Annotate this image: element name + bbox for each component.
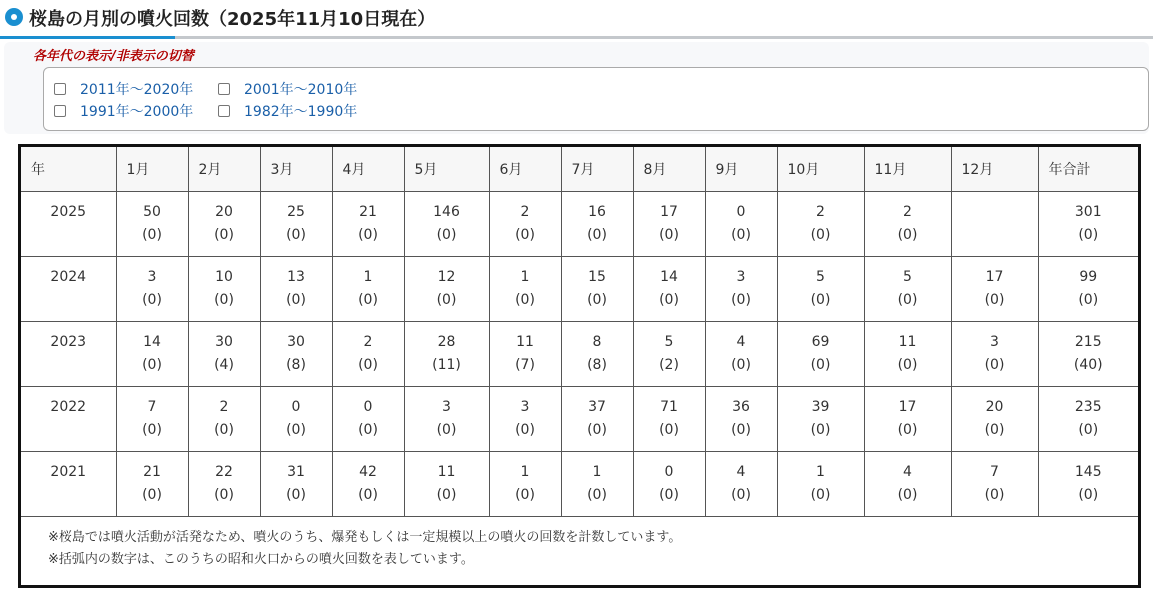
showa-crater-count: (0) — [897, 422, 918, 438]
eruption-count: 0 — [363, 399, 373, 415]
title-bar — [0, 0, 1153, 39]
column-header: 5月 — [404, 147, 489, 192]
eruption-count: 0 — [736, 204, 746, 220]
table-body — [21, 192, 1138, 517]
column-header: 3月 — [260, 147, 332, 192]
month-cell — [1038, 452, 1138, 517]
showa-crater-count: (0) — [810, 422, 831, 438]
showa-crater-count: (0) — [214, 422, 234, 438]
showa-crater-count: (0) — [731, 292, 751, 308]
showa-crater-count: (0) — [810, 357, 831, 373]
showa-crater-count: (0) — [659, 292, 679, 308]
eruption-count: 12 — [437, 269, 456, 285]
showa-crater-count: (0) — [358, 487, 378, 503]
month-cell — [332, 387, 404, 452]
month-cell — [561, 322, 633, 387]
year-cell: 2022 — [21, 387, 116, 452]
month-cell — [404, 192, 489, 257]
month-cell — [404, 452, 489, 517]
table-header-row — [21, 147, 1138, 192]
showa-crater-count: (0) — [1078, 487, 1099, 503]
column-header: 2月 — [188, 147, 260, 192]
toggle-option-2001-2010[interactable] — [218, 79, 357, 99]
showa-crater-count: (0) — [810, 227, 831, 243]
eruption-count: 17 — [985, 269, 1004, 285]
eruption-count: 8 — [592, 334, 602, 350]
showa-crater-count: (0) — [286, 422, 306, 438]
eruption-count: 3 — [147, 269, 157, 285]
month-cell — [864, 192, 951, 257]
month-cell — [777, 257, 864, 322]
showa-crater-count: (0) — [214, 227, 234, 243]
table-row — [21, 257, 1138, 322]
month-cell — [116, 452, 188, 517]
showa-crater-count: (0) — [897, 227, 918, 243]
column-header: 1月 — [116, 147, 188, 192]
eruption-count: 15 — [588, 269, 606, 285]
checkbox-2001-2010[interactable] — [218, 83, 230, 95]
month-cell — [705, 322, 777, 387]
showa-crater-count: (0) — [436, 487, 457, 503]
column-header: 10月 — [777, 147, 864, 192]
column-header: 12月 — [951, 147, 1038, 192]
eruption-count: 215 — [1074, 334, 1102, 350]
eruption-count: 2 — [903, 204, 912, 220]
month-cell — [561, 192, 633, 257]
eruption-count: 5 — [903, 269, 912, 285]
eruption-count: 3 — [736, 269, 746, 285]
month-cell — [1038, 192, 1138, 257]
month-cell — [489, 192, 561, 257]
showa-crater-count: (0) — [659, 227, 679, 243]
month-cell — [116, 192, 188, 257]
eruption-count: 4 — [736, 464, 746, 480]
page-title: 桜島の月別の噴火回数（2025年11月10日現在） — [29, 9, 436, 30]
showa-crater-count: (0) — [587, 227, 607, 243]
year-cell: 2023 — [21, 322, 116, 387]
showa-crater-count: (0) — [731, 357, 751, 373]
month-cell — [489, 322, 561, 387]
eruption-count: 1 — [816, 464, 825, 480]
showa-crater-count: (0) — [358, 292, 378, 308]
showa-crater-count: (0) — [358, 357, 378, 373]
month-cell — [561, 452, 633, 517]
eruption-count: 21 — [143, 464, 161, 480]
showa-crater-count: (0) — [810, 487, 831, 503]
eruption-count: 7 — [147, 399, 157, 415]
showa-crater-count: (0) — [436, 292, 457, 308]
month-cell — [951, 322, 1038, 387]
month-cell — [705, 257, 777, 322]
eruption-count: 11 — [516, 334, 534, 350]
showa-crater-count: (0) — [731, 227, 751, 243]
eruption-count: 30 — [215, 334, 233, 350]
month-cell — [705, 452, 777, 517]
column-header: 6月 — [489, 147, 561, 192]
showa-crater-count: (0) — [984, 422, 1005, 438]
eruption-count: 146 — [433, 204, 460, 220]
eruption-count: 20 — [985, 399, 1004, 415]
month-cell — [116, 387, 188, 452]
month-cell — [260, 322, 332, 387]
title-accent-line — [0, 36, 175, 39]
eruption-count: 30 — [287, 334, 305, 350]
checkbox-1982-1990[interactable] — [218, 105, 230, 117]
showa-crater-count: (7) — [515, 357, 535, 373]
eruption-count: 21 — [359, 204, 377, 220]
eruption-count: 16 — [588, 204, 606, 220]
month-cell — [951, 257, 1038, 322]
showa-crater-count: (0) — [142, 292, 162, 308]
eruption-count: 20 — [215, 204, 233, 220]
month-cell — [116, 322, 188, 387]
toggle-option-2011-2020[interactable] — [54, 79, 193, 99]
eruption-count: 14 — [660, 269, 678, 285]
year-cell: 2024 — [21, 257, 116, 322]
eruption-count: 11 — [898, 334, 917, 350]
showa-crater-count: (0) — [897, 357, 918, 373]
toggle-option-label[interactable]: 1982年～1990年 — [244, 104, 358, 120]
eruption-count: 17 — [660, 204, 678, 220]
eruption-count: 2 — [363, 334, 373, 350]
showa-crater-count: (0) — [358, 422, 378, 438]
month-cell — [561, 387, 633, 452]
month-cell — [777, 192, 864, 257]
showa-crater-count: (0) — [358, 227, 378, 243]
showa-crater-count: (2) — [659, 357, 679, 373]
bullet-circle-icon — [5, 8, 23, 26]
showa-crater-count: (0) — [659, 422, 679, 438]
column-header: 年合計 — [1038, 147, 1138, 192]
month-cell — [188, 192, 260, 257]
showa-crater-count: (0) — [587, 292, 607, 308]
showa-crater-count: (0) — [286, 227, 306, 243]
table-row — [21, 322, 1138, 387]
showa-crater-count: (0) — [897, 487, 918, 503]
month-cell — [489, 387, 561, 452]
toggle-options-box — [43, 67, 1149, 131]
month-cell — [332, 192, 404, 257]
showa-crater-count: (0) — [731, 487, 751, 503]
eruption-count: 42 — [359, 464, 377, 480]
month-cell — [188, 322, 260, 387]
eruption-count: 25 — [287, 204, 305, 220]
month-cell — [260, 192, 332, 257]
eruption-count: 235 — [1074, 399, 1102, 415]
checkbox-2011-2020[interactable] — [54, 83, 66, 95]
showa-crater-count: (0) — [984, 357, 1005, 373]
month-cell — [777, 322, 864, 387]
eruption-count: 5 — [664, 334, 674, 350]
showa-crater-count: (0) — [142, 357, 162, 373]
showa-crater-count: (0) — [142, 487, 162, 503]
toggle-option-1991-2000[interactable] — [54, 101, 193, 121]
eruption-count: 71 — [660, 399, 678, 415]
showa-crater-count: (0) — [515, 422, 535, 438]
eruption-count: 28 — [437, 334, 456, 350]
eruption-count: 14 — [143, 334, 161, 350]
showa-crater-count: (0) — [1078, 292, 1099, 308]
showa-crater-count: (11) — [432, 357, 461, 373]
eruption-count: 31 — [287, 464, 305, 480]
column-header: 8月 — [633, 147, 705, 192]
column-header: 11月 — [864, 147, 951, 192]
showa-crater-count: (0) — [1078, 227, 1099, 243]
showa-crater-count: (0) — [515, 292, 535, 308]
showa-crater-count: (4) — [214, 357, 234, 373]
toggle-option-label[interactable]: 2001年～2010年 — [244, 82, 358, 98]
showa-crater-count: (0) — [731, 422, 751, 438]
checkbox-1991-2000[interactable] — [54, 105, 66, 117]
month-cell — [1038, 322, 1138, 387]
month-cell — [777, 387, 864, 452]
month-cell — [633, 192, 705, 257]
eruption-count: 17 — [898, 399, 917, 415]
month-cell — [633, 322, 705, 387]
showa-crater-count: (0) — [515, 227, 535, 243]
month-cell — [116, 257, 188, 322]
month-cell — [864, 452, 951, 517]
table-row — [21, 452, 1138, 517]
showa-crater-count: (0) — [984, 487, 1005, 503]
month-cell — [188, 452, 260, 517]
eruption-count: 3 — [990, 334, 999, 350]
showa-crater-count: (0) — [142, 422, 162, 438]
note-line: ※桜島では噴火活動が活発なため、噴火のうち、爆発もしくは一定規模以上の噴火の回数を計数しています。 — [48, 530, 682, 545]
showa-crater-count: (0) — [587, 422, 607, 438]
eruption-count: 4 — [903, 464, 912, 480]
toggle-option-label[interactable]: 1991年～2000年 — [80, 104, 194, 120]
eruption-count: 1 — [592, 464, 602, 480]
month-cell — [332, 322, 404, 387]
column-header: 年 — [21, 147, 116, 192]
toggle-heading: 各年代の表示/非表示の切替 — [33, 49, 194, 64]
eruption-count: 4 — [736, 334, 746, 350]
eruption-table — [21, 147, 1138, 517]
showa-crater-count: (8) — [587, 357, 607, 373]
month-cell — [951, 192, 1038, 257]
eruption-count: 22 — [215, 464, 233, 480]
eruption-count: 3 — [442, 399, 451, 415]
column-header: 9月 — [705, 147, 777, 192]
showa-crater-count: (0) — [286, 292, 306, 308]
showa-crater-count: (0) — [142, 227, 162, 243]
month-cell — [951, 387, 1038, 452]
eruption-count: 301 — [1074, 204, 1102, 220]
showa-crater-count: (0) — [1078, 422, 1099, 438]
month-cell — [188, 257, 260, 322]
table-row — [21, 192, 1138, 257]
month-cell — [332, 257, 404, 322]
eruption-count: 2 — [816, 204, 825, 220]
eruption-count: 1 — [520, 269, 530, 285]
month-cell — [633, 387, 705, 452]
table-row — [21, 387, 1138, 452]
eruption-count: 99 — [1079, 269, 1098, 285]
month-cell — [864, 322, 951, 387]
showa-crater-count: (0) — [515, 487, 535, 503]
toggle-option-label[interactable]: 2011年～2020年 — [80, 82, 194, 98]
year-cell: 2025 — [21, 192, 116, 257]
eruption-count: 1 — [363, 269, 373, 285]
month-cell — [864, 257, 951, 322]
month-cell — [404, 257, 489, 322]
month-cell — [332, 452, 404, 517]
showa-crater-count: (0) — [214, 487, 234, 503]
month-cell — [260, 452, 332, 517]
eruption-count: 145 — [1074, 464, 1102, 480]
eruption-count: 39 — [811, 399, 830, 415]
showa-crater-count: (8) — [286, 357, 306, 373]
eruption-count: 3 — [520, 399, 530, 415]
column-header: 4月 — [332, 147, 404, 192]
month-cell — [260, 257, 332, 322]
showa-crater-count: (0) — [587, 487, 607, 503]
month-cell — [489, 257, 561, 322]
eruption-count: 2 — [219, 399, 229, 415]
month-cell — [1038, 387, 1138, 452]
eruption-count: 7 — [990, 464, 999, 480]
column-header: 7月 — [561, 147, 633, 192]
month-cell — [864, 387, 951, 452]
eruption-count: 5 — [816, 269, 825, 285]
month-cell — [188, 387, 260, 452]
eruption-count: 0 — [291, 399, 301, 415]
showa-crater-count: (0) — [286, 487, 306, 503]
table-notes — [21, 517, 1138, 571]
showa-crater-count: (0) — [436, 422, 457, 438]
note-line: ※括弧内の数字は、このうちの昭和火口からの噴火回数を表しています。 — [48, 552, 474, 567]
showa-crater-count: (0) — [214, 292, 234, 308]
eruption-count: 13 — [287, 269, 305, 285]
eruption-count: 37 — [588, 399, 606, 415]
eruption-count: 69 — [811, 334, 830, 350]
eruption-count: 10 — [215, 269, 233, 285]
showa-crater-count: (0) — [984, 292, 1005, 308]
showa-crater-count: (40) — [1073, 357, 1103, 373]
eruption-count: 50 — [143, 204, 161, 220]
eruption-count: 0 — [664, 464, 674, 480]
month-cell — [404, 322, 489, 387]
eruption-count: 36 — [732, 399, 750, 415]
showa-crater-count: (0) — [810, 292, 831, 308]
month-cell — [633, 452, 705, 517]
month-cell — [951, 452, 1038, 517]
month-cell — [561, 257, 633, 322]
month-cell — [633, 257, 705, 322]
month-cell — [489, 452, 561, 517]
eruption-count: 11 — [437, 464, 456, 480]
eruption-table-container — [18, 144, 1141, 588]
year-cell: 2021 — [21, 452, 116, 517]
month-cell — [1038, 257, 1138, 322]
eruption-count: 1 — [520, 464, 530, 480]
decade-toggle-section — [4, 42, 1149, 134]
toggle-option-1982-1990[interactable] — [218, 101, 357, 121]
month-cell — [404, 387, 489, 452]
month-cell — [705, 192, 777, 257]
showa-crater-count: (0) — [897, 292, 918, 308]
eruption-count: 2 — [520, 204, 530, 220]
month-cell — [705, 387, 777, 452]
showa-crater-count: (0) — [659, 487, 679, 503]
showa-crater-count: (0) — [436, 227, 457, 243]
month-cell — [260, 387, 332, 452]
month-cell — [777, 452, 864, 517]
